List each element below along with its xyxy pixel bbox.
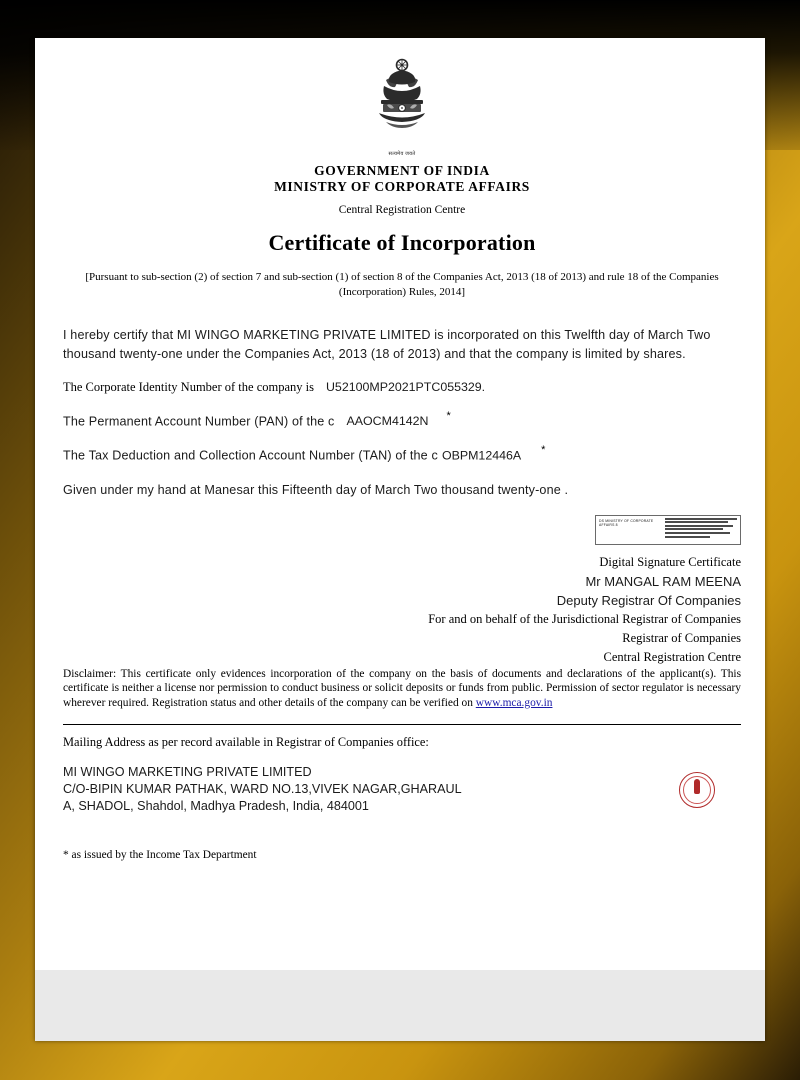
tan-row [63, 444, 741, 464]
signer-designation: Deputy Registrar Of Companies [556, 592, 741, 608]
centre-line: Central Registration Centre [603, 649, 741, 664]
pan-value: AAOCM4142N [346, 414, 429, 429]
certificate-page [35, 38, 765, 970]
emblem-motto: सत्यमेव जयते [388, 152, 416, 157]
footnote: * as issued by the Income Tax Department [63, 849, 257, 862]
registrar-line: Registrar of Companies [622, 630, 741, 645]
address-line-2: C/O-BIPIN KUMAR PATHAK, WARD NO.13,VIVEK NAGAR,GHARAUL [63, 782, 462, 797]
national-emblem-block [63, 38, 741, 157]
pan-row [63, 410, 741, 430]
dsc-stamp-lines [665, 518, 737, 540]
address-line-3: A, SHADOL, Shahdol, Madhya Pradesh, India, 484001 [63, 799, 369, 814]
mca-website-link[interactable]: www.mca.gov.in [475, 696, 553, 709]
government-line-1: GOVERNMENT OF INDIA [314, 163, 490, 178]
cin-row [63, 378, 741, 396]
section-divider [63, 724, 741, 725]
pan-footnote-marker: * [446, 410, 451, 422]
digital-signature-stamp [595, 515, 741, 545]
disclaimer-text: Disclaimer: This certificate only evidences incorporation of the company on the basis of documents and declarations of the applicant(s). This certificate is neither a license nor permission to conduct business or solicit deposits or funds from public. Permission of sector regulator is necessary wherever required. Registration status and other details of the company can be verified on [63, 667, 741, 709]
page-title: Certificate of Incorporation [268, 230, 536, 255]
cin-value: U52100MP2021PTC055329. [325, 380, 486, 394]
pan-label: The Permanent Account Number (PAN) of the c [63, 414, 335, 429]
document-viewer[interactable] [35, 38, 765, 1041]
signature-block [63, 515, 741, 675]
ashoka-emblem-icon [370, 56, 434, 148]
certify-paragraph: I hereby certify that MI WINGO MARKETING PRIVATE LIMITED is incorporated on this Twelfth day of March Two thousand twenty-one under the Companies Act, 2013 (18 of 2013) and that the company is limited by shares. [63, 328, 711, 361]
tan-value: OBPM12446A [441, 448, 522, 463]
mailing-address-heading: Mailing Address as per record available in Registrar of Companies office: [63, 735, 429, 750]
office-line: Central Registration Centre [338, 204, 466, 216]
tan-label: The Tax Deduction and Collection Account Number (TAN) of the c [63, 448, 438, 463]
government-heading [63, 163, 741, 195]
on-behalf-line: For and on behalf of the Jurisdictional Registrar of Companies [428, 611, 741, 626]
pursuant-note: [Pursuant to sub-section (2) of section 7 and sub-section (1) of section 8 of the Companies Act, 2013 (18 of 2013) and rule 18 of the Companies (Incorporation) Rules, 2014] [85, 271, 719, 298]
dsc-caption: Digital Signature Certificate [599, 554, 741, 569]
cin-label: The Corporate Identity Number of the company is [63, 380, 314, 394]
signer-name: Mr MANGAL RAM MEENA [585, 573, 741, 589]
tan-footnote-marker: * [541, 444, 546, 457]
government-line-2: MINISTRY OF CORPORATE AFFAIRS [274, 179, 530, 194]
address-line-1: MI WINGO MARKETING PRIVATE LIMITED [63, 765, 312, 780]
dsc-stamp-text: DS MINISTRY OF CORPORATE AFFAIRS 8 [599, 518, 654, 527]
given-under-line: Given under my hand at Manesar this Fifteenth day of March Two thousand twenty-one . [63, 482, 569, 497]
mailing-address [63, 764, 741, 815]
signature-lines [63, 553, 741, 667]
